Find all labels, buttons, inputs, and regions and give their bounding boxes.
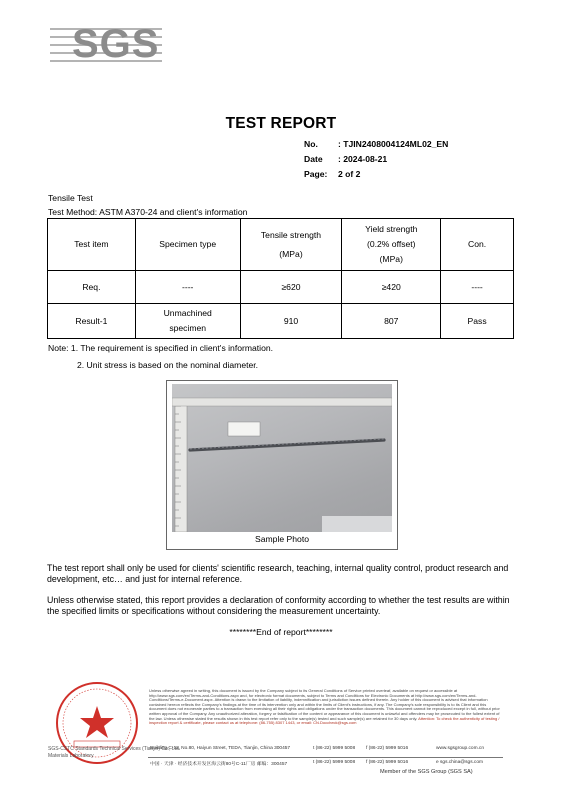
report-page-value: 2 of 2 [338,169,361,179]
test-name: Tensile Test [48,193,93,203]
authenticity-notice: Attention: To check the authenticity of testing / inspection report & certificate, please contact us at telephone: (86-755) 8307 1443, or email: CN.Doccheck@sgs.com [149,715,500,726]
header-con: Con. [441,219,514,271]
report-title: TEST REPORT [225,115,337,132]
usage-paragraph: The test report shall only be used for clients' scientific research, teaching, internal quality control, product research and development, etc… and just for internal reference. [47,563,509,584]
conformity-paragraph: Unless otherwise stated, this report provides a declaration of conformity according to whether the test results are within the specified limits or specifications without considering the measurement uncertainty. [47,595,510,616]
header-tensile-line2: (MPa) [279,248,303,259]
report-meta [304,137,448,182]
terms-fine-print [149,689,501,726]
header-yield-strength [342,219,441,271]
seal-label-company: SGS-CSTC Standards Technical Services (Tianjin) Co., Ltd. [48,746,181,752]
logo-text: SGS [72,22,160,66]
result-tensile: 910 [240,304,342,339]
report-no-value: : TJIN2408004124ML02_EN [338,139,449,149]
result-item: Result-1 [48,304,136,339]
test-method: Test Method: ASTM A370-24 and client's information [48,207,248,217]
result-specimen-line1: Unmachined [163,308,212,318]
report-page-label: Page: [304,169,328,179]
results-table [47,218,514,339]
website: www.sgsgroup.com.cn [436,746,484,751]
req-yield: ≥420 [342,271,441,304]
header-yield-line2: (0.2% offset) [366,239,416,249]
header-tensile-line1: Tensile strength [260,229,322,240]
result-con: Pass [441,304,514,339]
note-1: Note: 1. The requirement is specified in client's information. [48,343,274,353]
note-2: 2. Unit stress is based on the nominal diameter. [77,360,259,370]
seal-label-lab: Materials Laboratory [48,753,94,759]
header-yield-line1: Yield strength [365,224,418,234]
address-en: Building C-11, No.80, Haiyun Street, TEDA, Tianjin, China 300457 [150,746,291,751]
header-yield-line3: (MPa) [379,254,403,264]
sample-photo-frame [166,380,398,550]
table-row [48,271,514,304]
sample-photo [172,384,392,532]
header-tensile-strength [240,219,342,271]
sample-photo-image [172,384,392,532]
req-tensile: ≥620 [240,271,342,304]
footer-divider [148,757,503,758]
req-specimen: ---- [135,271,240,304]
photo-caption: Sample Photo [255,534,309,544]
report-date-label: Date [304,154,323,164]
email: e sgs.china@sgs.com [436,760,483,765]
result-specimen [135,304,240,339]
address-cn: 中国 · 天津 · 经济技术开发区海云街80号C-11厂房 邮编：300457 [150,762,288,767]
member-notice: Member of the SGS Group (SGS SA) [380,769,473,775]
result-yield: 807 [342,304,441,339]
tel-en: t (86-22) 5999 5008 [313,746,356,751]
req-con: ---- [441,271,514,304]
result-specimen-line2: specimen [169,323,207,333]
req-item: Req. [48,271,136,304]
fax-en: f (86-22) 5999 5016 [366,746,409,751]
fax-cn: f (86-22) 5999 5016 [366,760,409,765]
sgs-logo [50,18,168,74]
terms-text: Unless otherwise agreed in writing, this document is issued by the Company subject to its General Conditions of Service printed overleaf, available on request or accessible at http://www.sgs.com/en/Terms-and-Conditions.aspx and, for electronic format documents, subject to Terms and Conditions for Electronic Documents at http://www.sgs.com/en/Terms-and-Conditions/Terms-e-Document.aspx. Attention is drawn to the limitation of liability, indemnification and jurisdiction issues defined therein. Any holder of this document is advised that information contained hereon reflects the Company's findings at the time of its intervention only and within the limits of Client's instructions, if any. The Company's sole responsibility is to its Client and this document does not exonerate parties to a transaction from exercising all their rights and obligations under the transaction documents. This document cannot be reproduced except in full, without prior written approval of the Company. Any unauthorized alteration, forgery or falsification of the content or appearance of this document is unlawful and offenders may be prosecuted to the fullest extent of the law. Unless otherwise stated the results shown in this test report refer only to the sample(s) tested and such sample(s) are retained for 30 days only. [149,688,500,721]
table-header-row [48,219,514,271]
header-specimen-type: Specimen type [135,219,240,271]
header-test-item: Test item [48,219,136,271]
tel-cn: t (86-22) 5999 5008 [313,760,356,765]
report-no-label: No. [304,139,318,149]
report-date-value: : 2024-08-21 [338,154,388,164]
end-of-report: ********End of report******** [229,627,333,637]
table-row [48,304,514,339]
